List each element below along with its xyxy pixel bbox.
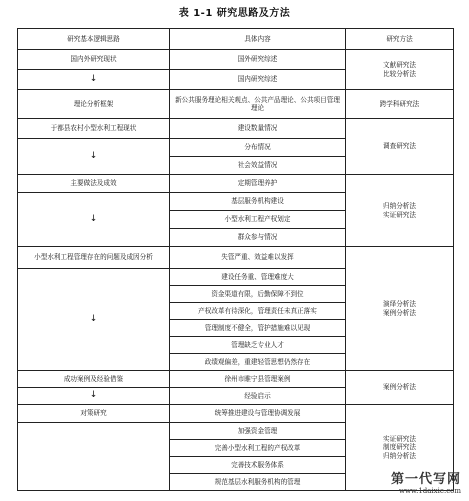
content-cell: 资金渠道有限，后勤保障不到位 [170, 286, 346, 303]
content-cell: 政绩观偏差，重建轻管思想仍然存在 [170, 354, 346, 371]
logic-cell: 成功案例及经验借鉴 [18, 371, 170, 388]
logic-cell: 理论分析框架 [18, 90, 170, 119]
content-cell: 小型水利工程产权划定 [170, 211, 346, 229]
flow-arrow: ↓ [18, 388, 170, 405]
flow-arrow: ↓ [18, 269, 170, 371]
content-cell: 统筹推进建设与管理协调发展 [170, 405, 346, 423]
content-cell: 产权改革有待深化，管理责任未真正落实 [170, 303, 346, 320]
content-cell: 失管严重、效益难以发挥 [170, 247, 346, 269]
header-method: 研究方法 [346, 29, 454, 50]
table-row [18, 119, 454, 139]
content-cell: 规范基层水利服务机构的管理 [170, 474, 346, 491]
header-content: 具体内容 [170, 29, 346, 50]
method-cell: 调查研究法 [346, 119, 454, 175]
logic-cell: 对策研究 [18, 405, 170, 423]
content-cell: 建设任务重、管理难度大 [170, 269, 346, 286]
content-cell: 管理制度不健全，管护措施难以见现 [170, 320, 346, 337]
content-cell: 完善技术服务体系 [170, 457, 346, 474]
content-cell: 建设数量情况 [170, 119, 346, 139]
content-cell: 基层服务机构建设 [170, 193, 346, 211]
content-cell: 群众参与情况 [170, 229, 346, 247]
method-cell: 跨学科研究法 [346, 90, 454, 119]
table-row [18, 175, 454, 193]
content-cell: 定期管理养护 [170, 175, 346, 193]
header-logic: 研究基本逻辑思路 [18, 29, 170, 50]
watermark-url: www.1daixie.com [398, 487, 461, 495]
logic-cell: 于都县农村小型水利工程现状 [18, 119, 170, 139]
flow-arrow: ↓ [18, 193, 170, 247]
method-cell: 案例分析法 [346, 371, 454, 405]
content-cell: 国内研究综述 [170, 70, 346, 90]
table-row [18, 371, 454, 388]
content-cell: 新公共服务理论相关观点、公共产品理论、公共项目管理理论 [170, 90, 346, 119]
content-cell: 管理缺乏专业人才 [170, 337, 346, 354]
method-cell: 归纳分析法 实证研究法 [346, 175, 454, 247]
flow-arrow: ↓ [18, 70, 170, 90]
table-caption: 表 1-1 研究思路及方法 [178, 8, 291, 19]
table-row [18, 50, 454, 70]
content-cell: 完善小型水利工程的产权改革 [170, 440, 346, 457]
research-approach-table [17, 28, 454, 491]
empty-cell [18, 423, 170, 491]
watermark [391, 468, 461, 495]
flow-arrow: ↓ [18, 139, 170, 175]
table-row [18, 247, 454, 269]
content-cell: 徐州市睢宁县管理案例 [170, 371, 346, 388]
method-cell: 演绎分析法 案例分析法 [346, 247, 454, 371]
table-row [18, 405, 454, 423]
table-header-row [18, 29, 454, 50]
content-cell: 分布情况 [170, 139, 346, 157]
content-cell: 社会效益情况 [170, 157, 346, 175]
method-cell: 文献研究法 比较分析法 [346, 50, 454, 90]
logic-cell: 主要做法及成效 [18, 175, 170, 193]
content-cell: 经验启示 [170, 388, 346, 405]
table-row [18, 90, 454, 119]
logic-cell: 小型水利工程管理存在的问题及成因分析 [18, 247, 170, 269]
method-cell: 实证研究法 制度研究法 归纳分析法 [346, 405, 454, 491]
watermark-text: 第一代写网 [390, 472, 461, 487]
content-cell: 加强资金管理 [170, 423, 346, 440]
logic-cell: 国内外研究现状 [18, 50, 170, 70]
content-cell: 国外研究综述 [170, 50, 346, 70]
